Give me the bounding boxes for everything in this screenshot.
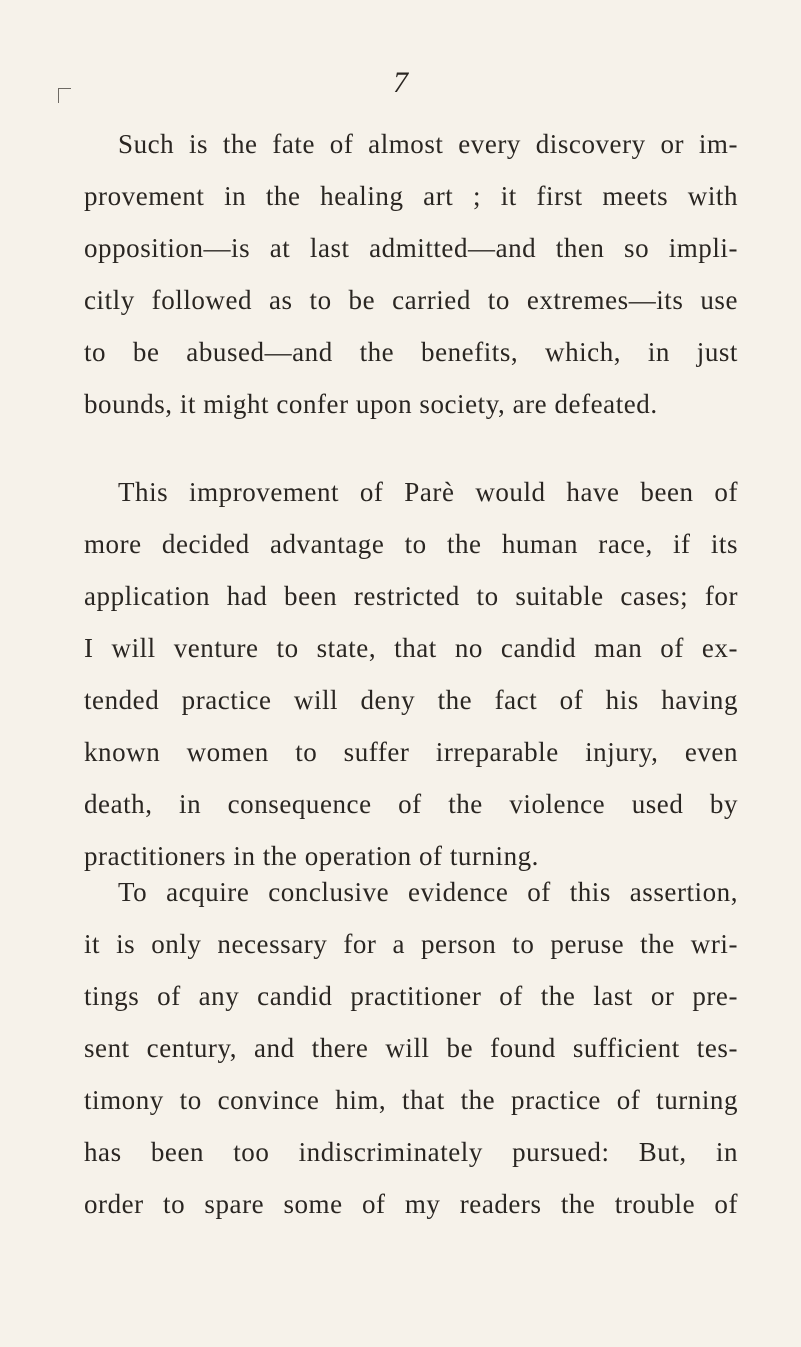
text-line: it is only necessary for a person to peruse the wri- bbox=[84, 929, 738, 959]
paragraph-1 bbox=[84, 118, 738, 430]
text-line: tings of any candid practitioner of the last or pre- bbox=[84, 981, 738, 1011]
paragraph-2 bbox=[84, 466, 738, 882]
text-line: opposition—is at last admitted—and then so impli- bbox=[84, 233, 738, 263]
paragraph-3 bbox=[84, 866, 738, 1230]
text-line: known women to suffer irreparable injury, even bbox=[84, 737, 738, 767]
text-line: This improvement of Parè would have been of bbox=[118, 477, 738, 507]
text-line: bounds, it might confer upon society, are defeated. bbox=[84, 389, 658, 419]
text-line: order to spare some of my readers the trouble of bbox=[84, 1189, 738, 1219]
text-line: more decided advantage to the human race, if its bbox=[84, 529, 738, 559]
text-line: tended practice will deny the fact of his having bbox=[84, 685, 738, 715]
text-line: application had been restricted to suitable cases; for bbox=[84, 581, 738, 611]
text-line: I will venture to state, that no candid man of ex- bbox=[84, 633, 738, 663]
text-line: has been too indiscriminately pursued: But, in bbox=[84, 1137, 738, 1167]
text-line: Such is the fate of almost every discovery or im- bbox=[118, 129, 738, 159]
text-line: citly followed as to be carried to extremes—its use bbox=[84, 285, 738, 315]
text-line: practitioners in the operation of turning. bbox=[84, 841, 539, 871]
text-line: sent century, and there will be found sufficient tes- bbox=[84, 1033, 738, 1063]
text-line: to be abused—and the benefits, which, in just bbox=[84, 337, 738, 367]
text-line: death, in consequence of the violence used by bbox=[84, 789, 738, 819]
text-line: To acquire conclusive evidence of this assertion, bbox=[118, 877, 738, 907]
page-number: 7 bbox=[393, 66, 408, 99]
text-line: timony to convince him, that the practice of turning bbox=[84, 1085, 738, 1115]
text-line: provement in the healing art ; it first meets with bbox=[84, 181, 738, 211]
